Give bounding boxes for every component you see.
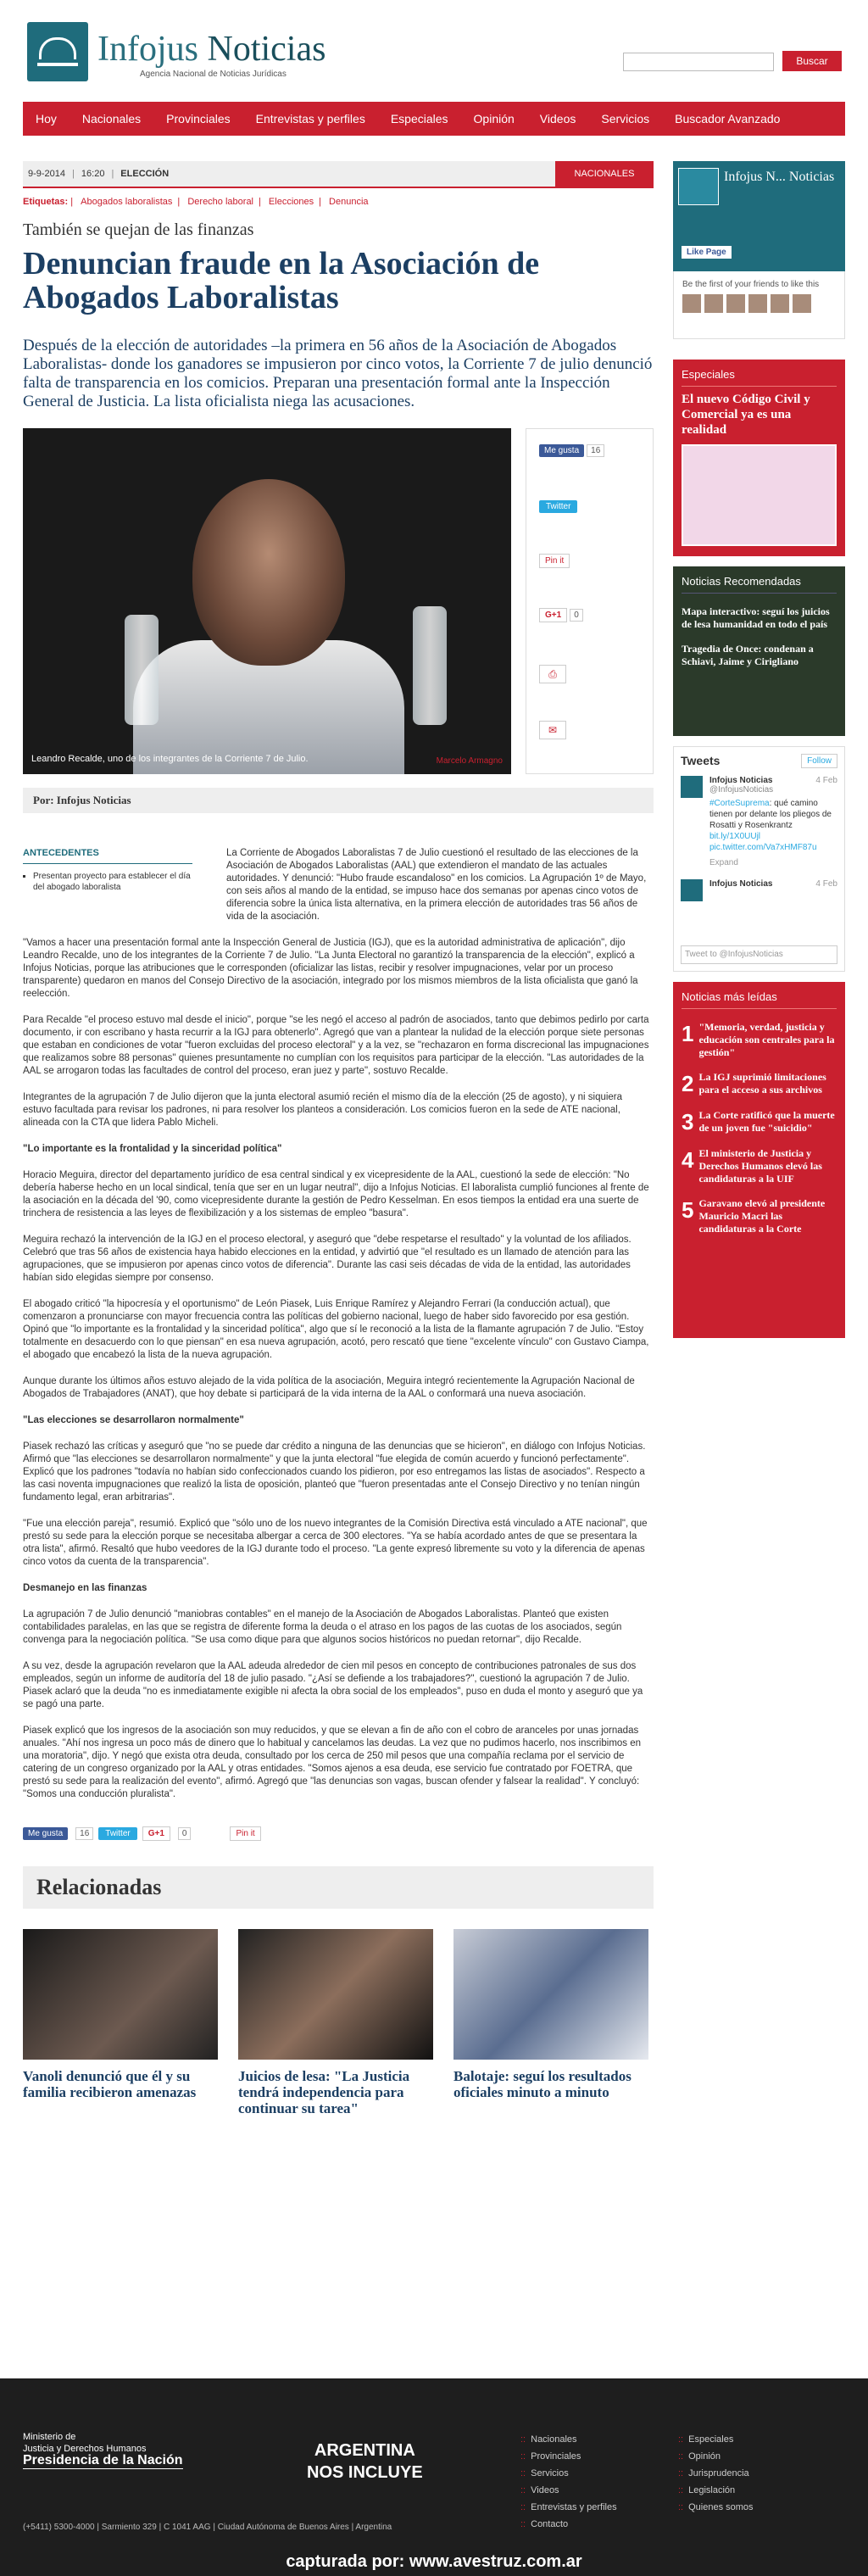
footer-address: (+5411) 5300-4000 | Sarmiento 329 | C 1041 AAG | Ciudad Autónoma de Buenos Aires | Argentina: [23, 2523, 392, 2532]
nav-entrevistas[interactable]: Entrevistas y perfiles: [255, 112, 365, 125]
rank-number: 5: [682, 1197, 694, 1223]
footer-link[interactable]: Opinión: [688, 2451, 721, 2462]
rank-number: 2: [682, 1071, 694, 1096]
google-plus-button[interactable]: G+1: [142, 1826, 170, 1841]
nav-opinion[interactable]: Opinión: [473, 112, 515, 125]
google-plus-count: 0: [178, 1827, 192, 1840]
paragraph: Aunque durante los últimos años estuvo alejado de la vida política de la asociación, Meguira integró recientemente la Agrupación Nacional de Abogados de Trabajadores (ANAT), que hoy debate si participará de la vida interna de la AAL o conformará una nueva asociación.: [23, 1376, 635, 1399]
tweet: [681, 879, 837, 889]
related-image[interactable]: [23, 1929, 218, 2060]
footer-link[interactable]: Provinciales: [531, 2451, 581, 2462]
nav-videos[interactable]: Videos: [539, 112, 576, 125]
tweet-date: 4 Feb: [815, 776, 837, 785]
related-title[interactable]: Balotaje: seguí los resultados oficiales minuto a minuto: [453, 2068, 632, 2100]
article-date: 9-9-2014: [28, 169, 66, 179]
especiales-box[interactable]: [673, 360, 845, 556]
facebook-widget: [673, 161, 845, 271]
avatar: [681, 879, 703, 901]
logo-icon[interactable]: [27, 22, 88, 81]
tweets-header: Tweets: [681, 754, 721, 767]
especiales-image[interactable]: [682, 444, 837, 546]
meta-bar: 9-9-2014 | 16:20 | ELECCIÓN NACIONALES: [23, 161, 654, 188]
article-photo: [23, 428, 511, 774]
mas-leida-item[interactable]: [682, 1021, 837, 1059]
main-column: [23, 161, 654, 2116]
related-title[interactable]: Juicios de lesa: "La Justicia tendrá independencia para continuar su tarea": [238, 2068, 410, 2116]
tweet-link[interactable]: bit.ly/1X0UUjl pic.twitter.com/Va7xHMF87u: [709, 832, 817, 852]
antecedentes-box: [23, 847, 192, 893]
related-grid: [23, 1929, 654, 2116]
tweet-author[interactable]: Infojus Noticias: [709, 879, 773, 889]
subheading: "Lo importante es la frontalidad y la sinceridad política": [23, 1144, 282, 1154]
tweet-text: [709, 798, 837, 853]
photo-credit: Marcelo Armagno: [436, 756, 503, 766]
mas-leida-item[interactable]: [682, 1071, 837, 1097]
facebook-like-page-button[interactable]: Like Page: [682, 246, 732, 259]
mas-leida-title[interactable]: La IGJ suprimió limitaciones para el acceso a sus archivos: [698, 1071, 826, 1096]
google-plus-count: 0: [570, 609, 583, 622]
paragraph: Meguira rechazó la intervención de la IGJ en el proceso electoral, y aseguró que "debe respetarse el resultado" y la voluntad de los afiliados. Celebró que tras 56 años de existencia haya habido elecciones en la entidad, y advirtió que "el resultado es un llamado de atención para las agrupaciones, que se impusieron por apenas cinco votos de diferencia". Durante las casi seis décadas de vida de la entidad, las autoridades habían sido elegidas siempre por consenso.: [23, 1235, 632, 1283]
twitter-button[interactable]: Twitter: [539, 500, 577, 513]
capture-watermark: capturada por: www.avestruz.com.ar: [286, 2552, 582, 2571]
page-logo-icon: [678, 168, 719, 205]
photo-caption: Leandro Recalde, uno de los integrantes de la Corriente 7 de Julio.: [31, 754, 309, 764]
subheading: "Las elecciones se desarrollaron normalmente": [23, 1415, 244, 1425]
tweet-body: : qué camino tienen por delante los pliegos de Rosatti y Rosenkrantz: [709, 799, 832, 830]
rank-number: 1: [682, 1021, 694, 1046]
tweet-input[interactable]: Tweet to @InfojusNoticias: [681, 945, 837, 964]
footer-link[interactable]: Nacionales: [531, 2434, 577, 2445]
main-nav: [23, 102, 845, 136]
tag-link[interactable]: Denuncia: [329, 197, 369, 207]
mas-leida-title[interactable]: Garavano elevó al presidente Mauricio Macri las candidaturas a la Corte: [698, 1197, 826, 1235]
paragraph: "Vamos a hacer una presentación formal ante la Inspección General de Justicia (IGJ), que es la autoridad administrativa de aplicación", dijo Leandro Recalde, uno de los integrantes de la Corriente 7 de Julio. "La Junta Electoral no garantizó la transparencia de la elección", explicó a Infojus Noticias, porque las atribuciones que le corresponden (oficializar las listas, recibir y resolver impugnaciones, velar por un proceso transparente) quedaron en manos del Consejo Directivo de la asociación, integrado por los mismos miembros de la lista oficialista que ganó la reelección.: [23, 938, 638, 999]
facebook-count: 16: [75, 1827, 93, 1840]
follow-button[interactable]: Follow: [801, 754, 837, 768]
antecedentes-link[interactable]: ▪ Presentan proyecto para establecer el día del abogado laboralista: [33, 871, 192, 893]
footer-link[interactable]: Especiales: [688, 2434, 734, 2445]
print-icon[interactable]: ⎙: [539, 665, 566, 683]
tweets-widget: [673, 746, 845, 972]
footer-link[interactable]: Entrevistas y perfiles: [531, 2502, 617, 2512]
related-item[interactable]: [453, 1929, 648, 2116]
argentina-logo: ARGENTINA NOS INCLUYE: [307, 2441, 423, 2482]
article-section: ELECCIÓN: [120, 169, 170, 179]
site-title[interactable]: Infojus Noticias: [97, 30, 326, 69]
mas-leida-item[interactable]: [682, 1197, 837, 1235]
tweet-author[interactable]: Infojus Noticias: [709, 776, 773, 785]
footer-link[interactable]: Quienes somos: [688, 2502, 754, 2512]
mas-leida-title[interactable]: La Corte ratificó que la muerte de un joven fue "suicidio": [698, 1109, 835, 1134]
nav-especiales[interactable]: Especiales: [390, 112, 448, 125]
paragraph: Integrantes de la agrupación 7 de Julio dijeron que la junta electoral asumió recién el mismo día de la elección (25 de agosto), y ni siquiera estuvo facultada para revisar los padrones, ni para resolver los planteos a consideración. Los comicios fueron en la sede de ATE nacional, alineada con la CTA que lidera Pablo Micheli.: [23, 1092, 623, 1128]
header: [23, 0, 845, 95]
paragraph: La agrupación 7 de Julio denunció "maniobras contables" en el manejo de la Asociación de Abogados Laboralistas. Planteó que existen contabilidades paralelas, en las que se registra de diferente forma la deuda o el atraso en los pagos de las cuotas de los asociados, según convenga para la negociación política. "Se usa como dique para que algunos socios históricos no puedan retornar", dijo Recalde.: [23, 1609, 622, 1645]
nav-buscador[interactable]: Buscador Avanzado: [675, 112, 781, 125]
footer-link[interactable]: Jurisprudencia: [688, 2468, 749, 2478]
nav-hoy[interactable]: Hoy: [36, 112, 57, 125]
article-title: Denuncian fraude en la Asociación de Abogados Laboralistas: [23, 246, 540, 315]
share-bottom: [23, 1826, 654, 1841]
mas-leida-item[interactable]: [682, 1109, 837, 1135]
article-time: 16:20: [81, 169, 105, 179]
tweet-expand-link[interactable]: Expand: [709, 858, 738, 867]
tag-link[interactable]: Abogados laboralistas: [81, 197, 173, 207]
paragraph: Piasek rechazó las críticas y aseguró que "no se puede dar crédito a ninguna de las denuncias que se hicieron", en diálogo con Infojus Noticias. Afirmó que "las elecciones se desarrollaron normalmente" y que la junta electoral "fue elegida de común acuerdo y funcionó perfectamente". Explicó que los padrones "todavía no habían sido confeccionados cuando los pidieron, por eso entregamos las listas de asociados". Respecto a las casi noventa impugnaciones que realizó la lista de oposición, planteó que "fueron presentadas ante el Consejo Directivo y no tenían ningún fundamento legal, eran arbitrarias".: [23, 1441, 646, 1503]
rank-number: 3: [682, 1109, 694, 1135]
footer-link[interactable]: Contacto: [531, 2519, 569, 2529]
search-button[interactable]: Buscar: [782, 51, 842, 71]
tag-link[interactable]: Derecho laboral: [187, 197, 253, 207]
related-item[interactable]: [238, 1929, 433, 2116]
paragraph: Horacio Meguira, director del departamento jurídico de esa central sindical y ex vicepresidente de la AAL, cuestionó la sede de elección: "No debería haberse hecho en un local sindical, tenía que ser en un lugar neutral", dijo a Infojus Noticias. El laboralista cumplió funciones al frente de la asociación en la década del '90, como vicepresidente durante la gestión de Pedro Kesselman. En esos tiempos la entidad era una suerte de trinchera de resistencia a las leyes de flexibilización y a los sistemas de empleo "basura".: [23, 1170, 649, 1218]
article-lead: Después de la elección de autoridades –la primera en 56 años de la Asociación de Abogados Laboralistas- donde los ganadores se impusieron por cinco votos, la Corriente 7 de julio denunció falta de transparencia en los comicios. Preparan una presentación formal ante la Inspección General de Justicia. La lista oficialista niega las acusaciones.: [23, 337, 653, 410]
pinterest-button[interactable]: Pin it: [539, 554, 570, 568]
subheading: Desmanejo en las finanzas: [23, 1583, 147, 1593]
article-body: [23, 847, 654, 1801]
tag-link[interactable]: Elecciones: [268, 197, 314, 207]
tweet: [681, 776, 837, 867]
especiales-header: Especiales: [682, 368, 735, 381]
mas-leidas-header: Noticias más leídas: [682, 990, 777, 1003]
mas-leida-title[interactable]: "Memoria, verdad, justicia y educación son centrales para la gestión": [698, 1021, 835, 1058]
mas-leida-title[interactable]: El ministerio de Justicia y Derechos Humanos elevó las candidaturas a la UIF: [698, 1147, 822, 1185]
footer: [0, 2378, 868, 2576]
footer-link[interactable]: Servicios: [531, 2468, 569, 2478]
nav-nacionales[interactable]: Nacionales: [81, 112, 142, 125]
facebook-friends-text: Be the first of your friends to like this: [682, 280, 820, 289]
recomendadas-header: Noticias Recomendadas: [682, 575, 801, 588]
share-column: [526, 428, 654, 774]
facebook-like-button[interactable]: Me gusta: [23, 1827, 68, 1840]
footer-link[interactable]: Legislación: [688, 2485, 736, 2495]
paragraph: Para Recalde "el proceso estuvo mal desde el inicio", porque "se les negó el acceso al padrón de asociados, tanto que debimos pedirlo por carta documento, ir con escribano y hasta recurrir a la IGJ para obtenerlo". Agregó que van a plantear la nulidad de la elección porque siete personas que estaban en condiciones de votar "fueron excluidas del proceso electoral" y a la vez, se "rechazaron en forma discrecional las impugnaciones que realizamos sobre 88 personas" quienes presuntamente no cumplían con los requisitos para participar de la elección. "Las autoridades de la AAL se arrogaron todas las facultades de control del proceso, eran juez y parte", sostuvo Recalde.: [23, 1015, 649, 1076]
google-plus-button[interactable]: G+1: [539, 608, 567, 622]
footer-links-1: :: Nacionales :: Provinciales :: Servicios :: Videos :: Entrevistas y perfiles :: Contacto: [520, 2434, 617, 2529]
sidebar: [673, 161, 845, 1338]
paragraph: Piasek explicó que los ingresos de la asociación son muy reducidos, y que se elevan a fin de año con el cobro de aranceles por unas jornadas anuales. "Ahí nos ingresa un poco más de dinero que lo habitual y cancelamos las deudas. La vez que no pudimos hacerlo, nos inscribimos en una moratoria", dijo. Y negó que exista otra deuda, consultado por los cerca de 250 mil pesos que una compañía reclama por el servicio de catering de un congreso organizado por la AAL y otras entidades. "Somos ajenos a esa deuda, ese servicio fue contratado por FOETRA, que prestó su sede para la realización del evento", afirmó. Agregó que "las denuncias son vagas, buscan ofender y falsear la realidad". Y concluyó: "Somos una conducción pluralista".: [23, 1726, 642, 1799]
especiales-title[interactable]: El nuevo Código Civil y Comercial ya es una realidad: [682, 393, 810, 437]
tags-label: Etiquetas:: [23, 197, 69, 207]
avatar: [681, 776, 703, 798]
article-kicker: También se quejan de las finanzas: [23, 220, 254, 239]
mas-leida-item[interactable]: [682, 1147, 837, 1185]
nav-servicios[interactable]: Servicios: [601, 112, 650, 125]
antecedentes-title: ANTECEDENTES: [23, 847, 192, 864]
paragraph: La Corriente de Abogados Laboralistas 7 de Julio cuestionó el resultado de las elecciones de la Asociación de Abogados Laboralistas (AAL) que extendieron el mandato de las actuales autoridades. Y denunció: "Hubo fraude escandaloso" en los comicios. La Agrupación 1º de Mayo, con seis años al mando de la entidad, se impuso hace dos semanas por apenas cinco votos de diferencia sobre la única lista alternativa, en la primera elección de autoridades tras 56 años de vida de la asociación.: [226, 848, 647, 922]
paragraph: "Fue una elección pareja", resumió. Explicó que "sólo uno de los nuevo integrantes de la Comisión Directiva está vinculado a ATE nacional", que prestó su sede para la elección porque se necesitaba albergar a cerca de 300 electores. "Ya se había acordado antes de que se presentara la otra lista", afirmó. Resaltó que hubo veedores de la IGJ durante todo el proceso. "La gente expresó libremente su voto y la diferencia de apenas cinco votos da cuenta de la transparencia".: [23, 1519, 648, 1567]
email-icon[interactable]: ✉: [539, 721, 566, 739]
facebook-like-button[interactable]: Me gusta: [539, 444, 584, 457]
ministerio-logo[interactable]: Ministerio de Justicia y Derechos Humanos Presidencia de la Nación: [23, 2432, 183, 2467]
friend-avatars: [682, 294, 836, 313]
related-image[interactable]: [238, 1929, 433, 2060]
twitter-button[interactable]: Twitter: [98, 1827, 136, 1840]
related-header: Relacionadas: [23, 1866, 654, 1909]
tweet-handle: @InfojusNoticias: [709, 785, 774, 795]
mas-leidas-box: [673, 982, 845, 1338]
footer-link[interactable]: Videos: [531, 2485, 559, 2495]
paragraph: A su vez, desde la agrupación revelaron que la AAL adeuda alrededor de cien mil pesos en concepto de contribuciones patronales de sus dos empleados, según un informe de auditoría del 18 de julio pasado. "¿Así se defiende a los trabajadores?", cuestionó la agrupación 7 de Julio. Piasek aclaró que la deuda "no es inmediatamente exigible ni afecta la obra social de los empleados", puso en duda el monto y aseguró que ya se pagó una parte.: [23, 1661, 643, 1709]
search-input[interactable]: [623, 53, 774, 71]
tweet-date: 4 Feb: [815, 879, 837, 889]
tweet-hashtag[interactable]: #CorteSuprema: [709, 799, 770, 808]
footer-links-2: :: Especiales :: Opinión :: Jurisprudencia :: Legislación :: Quienes somos: [678, 2434, 754, 2512]
byline: Por: Infojus Noticias: [23, 788, 654, 813]
site-subtitle: Agencia Nacional de Noticias Jurídicas: [140, 70, 287, 79]
pinterest-button[interactable]: Pin it: [230, 1826, 260, 1841]
nav-provinciales[interactable]: Provinciales: [166, 112, 231, 125]
related-title[interactable]: Vanoli denunció que él y su familia recibieron amenazas: [23, 2068, 197, 2100]
facebook-count: 16: [587, 444, 604, 457]
recomendada-item[interactable]: Mapa interactivo: seguí los juicios de lesa humanidad en todo el país: [682, 605, 830, 630]
facebook-friends: [673, 271, 845, 339]
related-image[interactable]: [453, 1929, 648, 2060]
related-item[interactable]: [23, 1929, 218, 2116]
recomendadas-box: [673, 566, 845, 736]
section-badge[interactable]: NACIONALES: [555, 161, 654, 187]
photo-row: [23, 428, 654, 774]
rank-number: 4: [682, 1147, 694, 1173]
facebook-page-title[interactable]: Infojus N... Noticias: [724, 170, 835, 184]
paragraph: El abogado criticó "la hipocresía y el oportunismo" de León Piasek, Luis Enrique Ramírez y Alejandro Ferrari (la conducción actual), que comenzaron a pronunciarse con mayor frecuencia contra las políticas del gobierno nacional, luego de haber sido favorecido por esa gestión. Opinó que "lo importante es la frontalidad y la sinceridad política", algo que sí le reconoció a la lista de la flamante agrupación 7 de Julio. "Estoy totalmente en desacuerdo con lo que piensan" en esa nueva agrupación, acotó, pero rescató que tiene "excelente vínculo" con Gustavo Ciampa, el abogado que encabezó la lista de la nueva agrupación.: [23, 1299, 649, 1360]
tags: Etiquetas: | Abogados laboralistas | Derecho laboral | Elecciones | Denuncia: [23, 197, 369, 207]
recomendada-item[interactable]: Tragedia de Once: condenan a Schiavi, Jaime y Cirigliano: [682, 643, 814, 667]
